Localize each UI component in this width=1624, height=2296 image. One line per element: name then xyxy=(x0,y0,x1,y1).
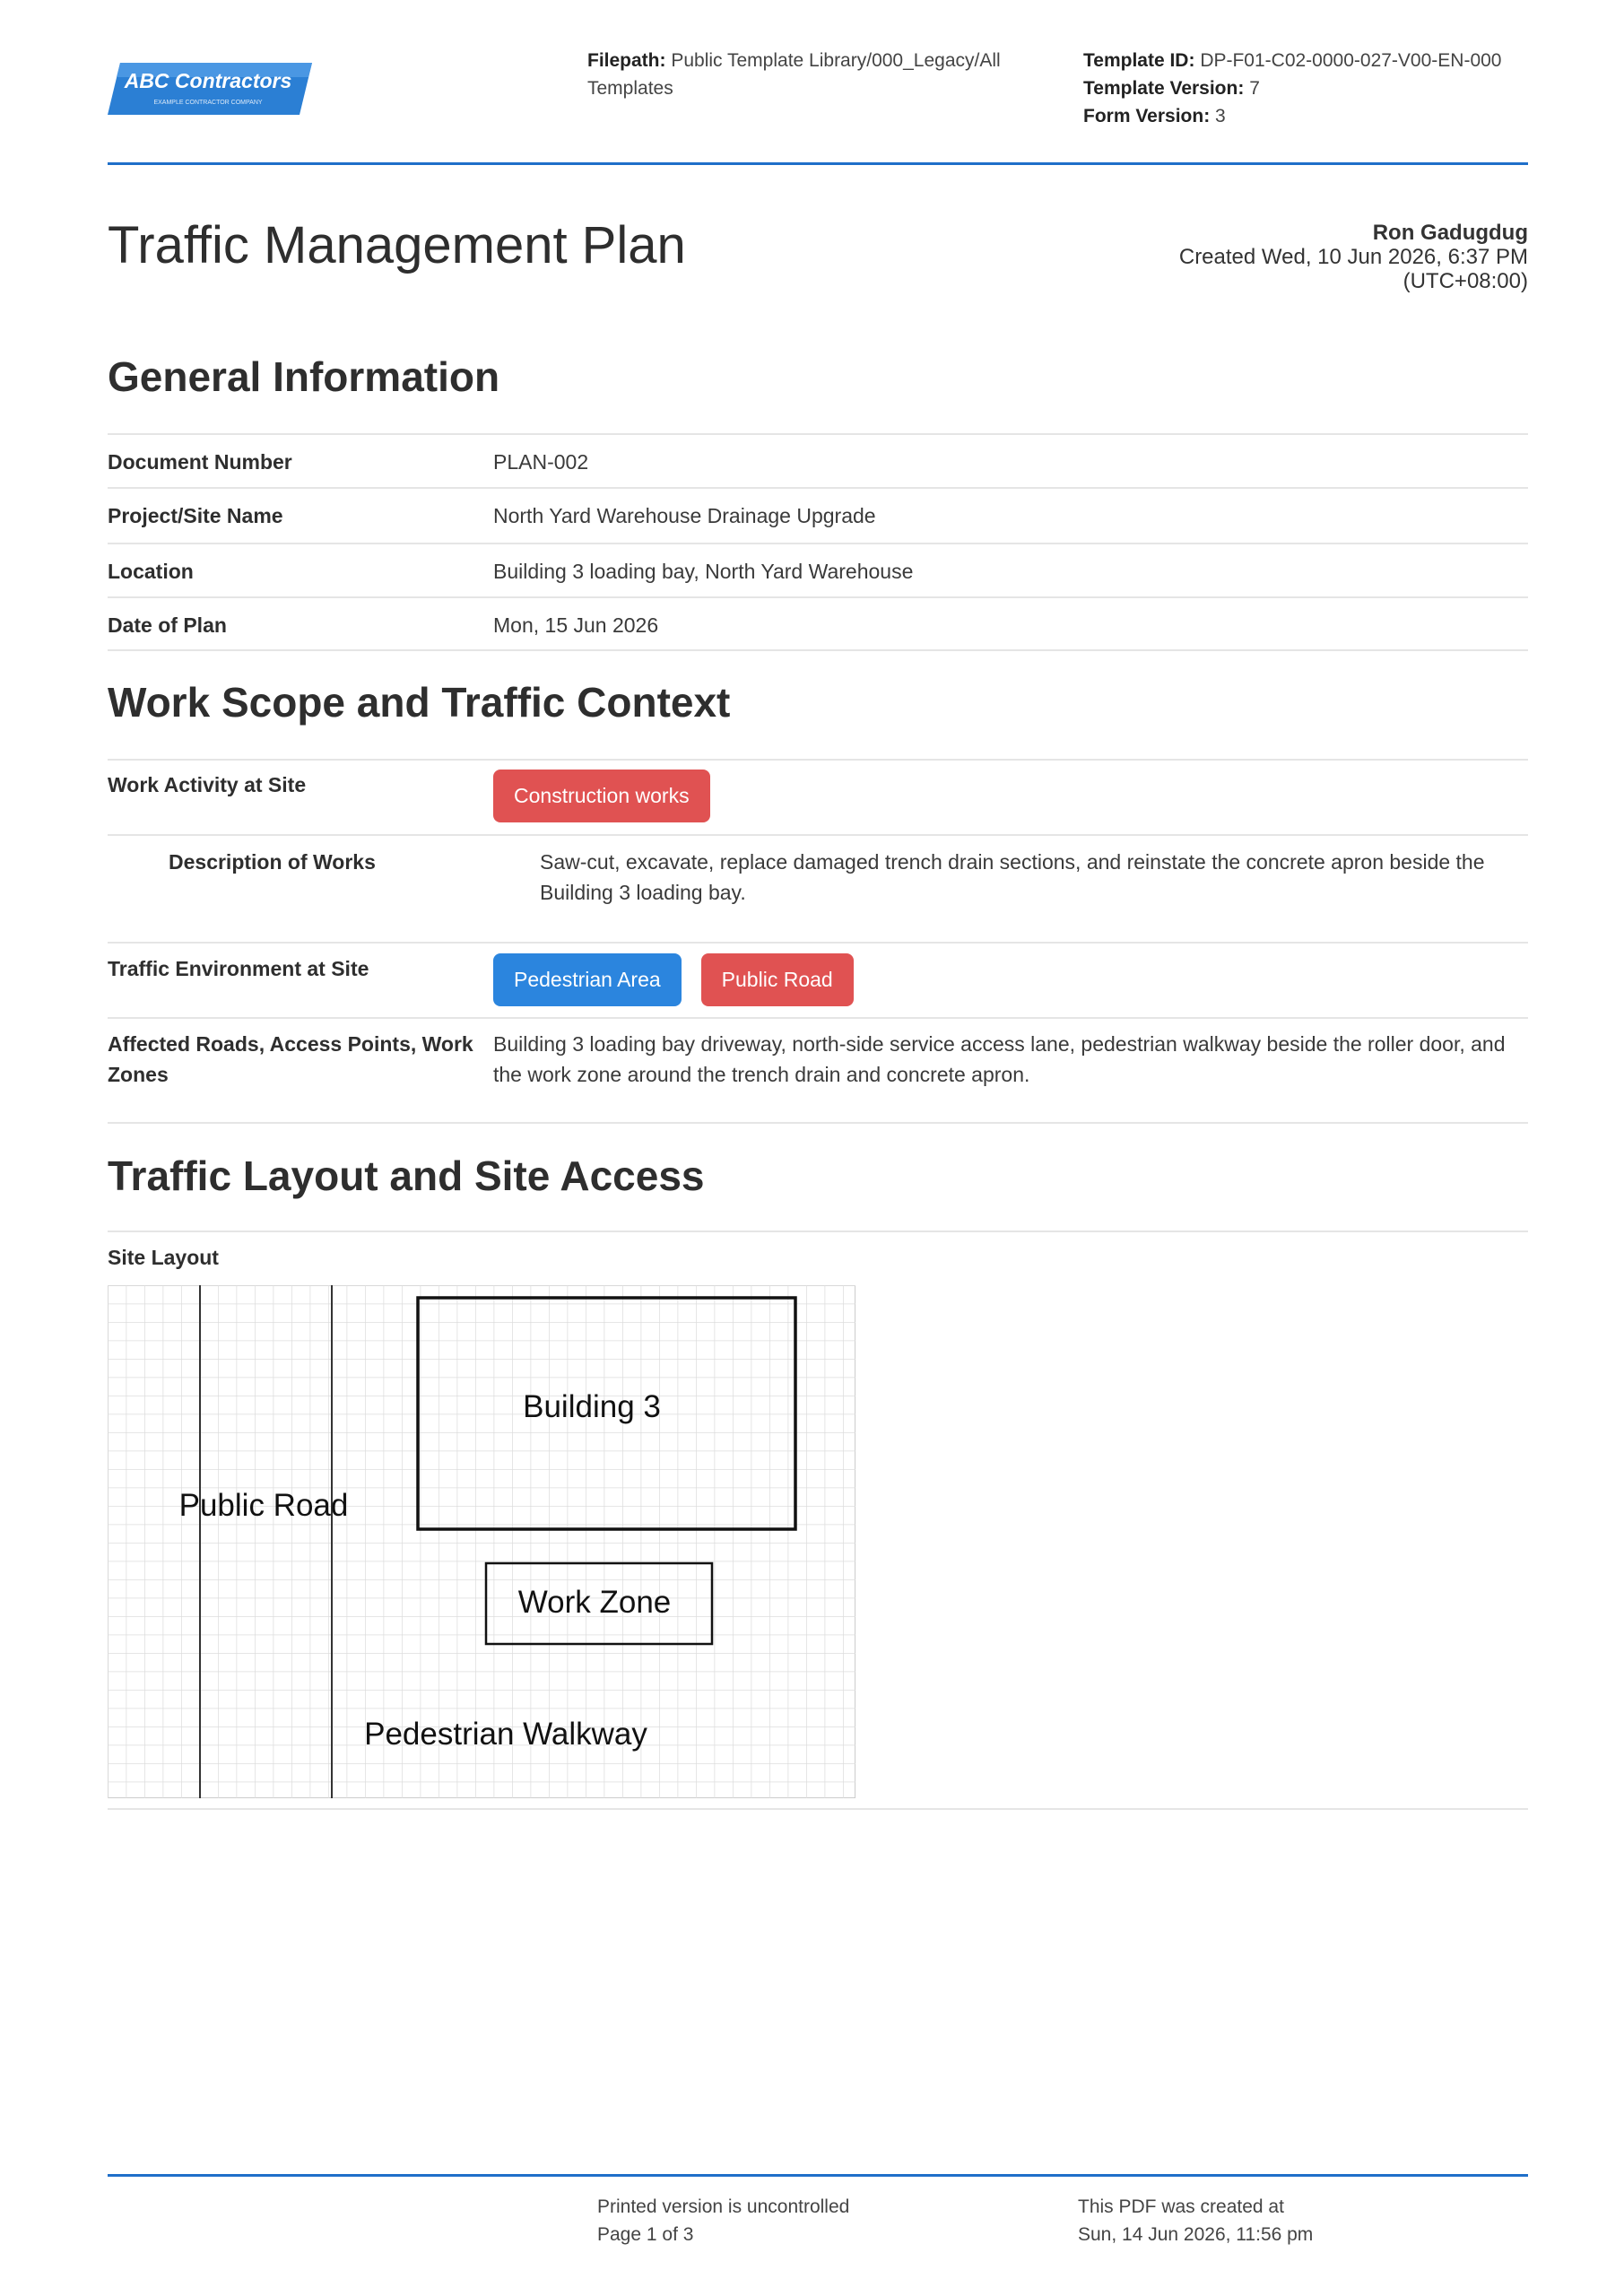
divider xyxy=(108,649,1528,651)
location-value: Building 3 loading bay, North Yard Warehouse xyxy=(493,560,914,583)
author-block xyxy=(1179,221,1528,293)
field-label: Work Activity at Site xyxy=(108,773,307,796)
form-version-label: Form Version: xyxy=(1083,106,1211,126)
date-of-plan-value: Mon, 15 Jun 2026 xyxy=(493,613,659,637)
template-version-label: Template Version: xyxy=(1083,78,1245,99)
divider xyxy=(108,942,1528,944)
template-id-value: DP-F01-C02-0000-027-V00-EN-000 xyxy=(1200,50,1502,71)
form-version xyxy=(1083,102,1585,130)
traffic-environment-value xyxy=(493,953,1524,1006)
field-label: Traffic Environment at Site xyxy=(108,957,369,980)
section-heading-general-information: General Information xyxy=(108,353,500,400)
field-label: Project/Site Name xyxy=(108,504,283,527)
field-label: Document Number xyxy=(108,450,292,474)
author-name: Ron Gadugdug xyxy=(1372,221,1528,245)
divider xyxy=(108,1808,1528,1810)
pdf-created-value: Sun, 14 Jun 2026, 11:56 pm xyxy=(1078,2224,1314,2245)
site-layout-diagram xyxy=(108,1285,855,1798)
page-title: Traffic Management Plan xyxy=(108,216,686,274)
divider xyxy=(108,1017,1528,1019)
building-label: Building 3 xyxy=(523,1389,661,1424)
field-label: Description of Works xyxy=(169,850,376,874)
work-zone-label: Work Zone xyxy=(517,1585,672,1620)
divider xyxy=(108,596,1528,598)
form-version-value: 3 xyxy=(1215,106,1226,126)
divider xyxy=(108,433,1528,435)
section-heading-traffic-layout: Traffic Layout and Site Access xyxy=(108,1152,705,1199)
document-number-value: PLAN-002 xyxy=(493,450,589,474)
divider xyxy=(108,1231,1528,1232)
filepath-label: Filepath: xyxy=(587,50,666,71)
header-divider xyxy=(108,162,1528,165)
template-id xyxy=(1083,47,1585,74)
project-name-value: North Yard Warehouse Drainage Upgrade xyxy=(493,504,876,527)
created-date: Created Wed, 10 Jun 2026, 6:37 PM xyxy=(1178,245,1528,269)
footer-divider xyxy=(108,2174,1528,2177)
pedestrian-walkway-label: Pedestrian Walkway xyxy=(364,1717,647,1752)
divider xyxy=(108,834,1528,836)
field-label: Affected Roads, Access Points, Work Zones xyxy=(108,1032,473,1086)
footer-uncontrolled xyxy=(597,2193,849,2248)
template-meta xyxy=(1083,47,1585,130)
template-id-label: Template ID: xyxy=(1083,50,1195,71)
pdf-created-label: This PDF was created at xyxy=(1078,2196,1284,2217)
filepath-value: Public Template Library/000_Legacy/All Templates xyxy=(587,50,1001,99)
divider xyxy=(108,487,1528,489)
description-of-works-value: Saw-cut, excavate, replace damaged trench drain sections, and reinstate the concrete apron beside the Building 3 loading bay. xyxy=(540,850,1485,904)
logo-tagline: EXAMPLE CONTRACTOR COMPANY xyxy=(153,100,263,106)
filepath xyxy=(587,47,1054,102)
section-heading-work-scope: Work Scope and Traffic Context xyxy=(108,679,731,726)
company-logo xyxy=(108,59,314,118)
divider xyxy=(108,1122,1528,1124)
created-timezone: (UTC+08:00) xyxy=(1403,269,1528,293)
work-activity-value xyxy=(493,770,1524,822)
template-version-value: 7 xyxy=(1249,78,1260,99)
chip-pedestrian-area: Pedestrian Area xyxy=(493,953,682,1006)
page-number: Page 1 of 3 xyxy=(597,2224,694,2245)
chip-construction-works: Construction works xyxy=(493,770,710,822)
template-version xyxy=(1083,74,1585,102)
uncontrolled-notice: Printed version is uncontrolled xyxy=(597,2196,850,2217)
affected-roads-value: Building 3 loading bay driveway, north-side service access lane, pedestrian walkway beside the roller door, and the work zone around the trench drain and concrete apron. xyxy=(493,1032,1506,1086)
field-label: Date of Plan xyxy=(108,613,227,637)
divider xyxy=(108,759,1528,761)
public-road-label: Public Road xyxy=(178,1488,349,1523)
logo-name: ABC Contractors xyxy=(124,69,292,92)
divider xyxy=(108,543,1528,544)
footer-created xyxy=(1078,2193,1313,2248)
field-label: Site Layout xyxy=(108,1246,219,1269)
field-label: Location xyxy=(108,560,194,583)
chip-public-road: Public Road xyxy=(701,953,854,1006)
